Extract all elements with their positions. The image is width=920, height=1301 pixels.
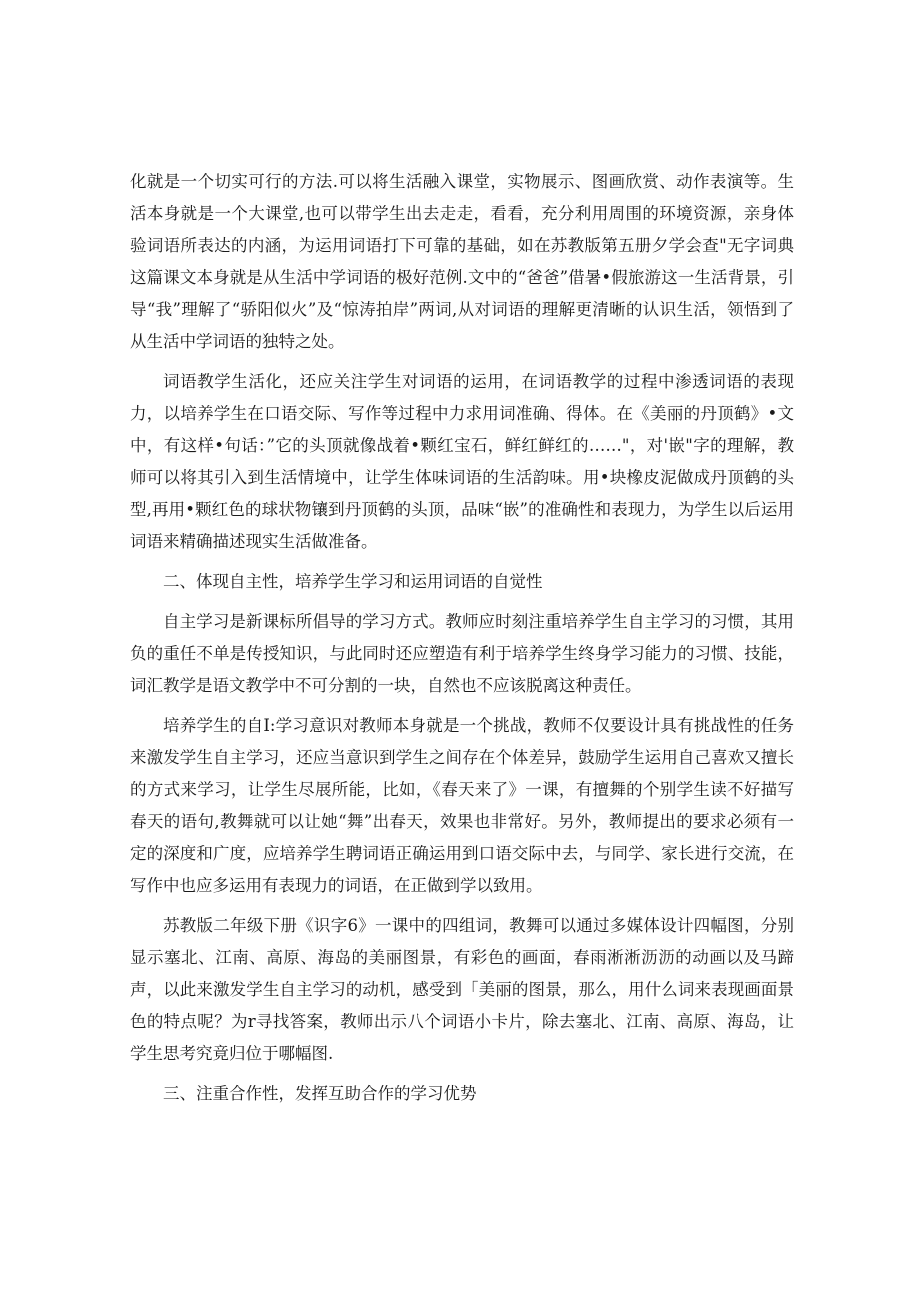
paragraph-word-usage: 词语教学生活化，还应关注学生对词语的运用，在词语教学的过程中渗透词语的表现力，以培养学生在口语交际、写作等过程中力求用词准确、得体。在《美丽的丹顶鹤》•文中，有这样•句话：”它的头顶就像战着•颗红宝石，鲜红鲜红的……"，对'嵌"字的理解，教师可以将其引入到生活情境中，让学生体味词语的生活韵味。用•块橡皮泥做成丹顶鹤的头型,再用•颗红色的球状物镶到丹顶鹤的头顶，品味“嵌”的准确性和表现力，为学生以后运用词语来精确描述现实生活做准备。 [130, 372, 794, 551]
paragraph-self-learning: 自主学习是新课标所倡导的学习方式。教师应时刻注重培养学生自主学习的习惯，其用负的重任不单是传授知识，与此同时还应塑造有利于培养学生终身学习能力的习惯、技能，词汇教学是语文教学中不可分割的一块，自然也不应该脱离这种责任。 [130, 612, 794, 695]
document-body [130, 166, 794, 1110]
section-heading-3: 三、注重合作性，发挥互助合作的学习优势 [163, 1084, 477, 1103]
paragraph-example-lesson: 苏教版二年级下册《识字6》一课中的四组词，教舞可以通过多媒体设计四幅图，分别显示塞北、江南、高原、海岛的美丽图景，有彩色的画面，春雨淅淅沥沥的动画以及马蹄声，以此来激发学生自主学习的动机，感受到「美丽的图景，那么，用什么词来表现画面景色的特点呢？为r寻找答案，教师出示八个词语小卡片，除去塞北、江南、高原、海岛，让学生思考究竟归位于哪幅图. [130, 916, 794, 1063]
paragraph-continuation: 化就是一个切实可行的方法.可以将生活融入课堂，实物展示、图画欣赏、动作表演等。生活本身就是一个大课堂,也可以带学生出去走走，看看，充分利用周围的环境资源，亲身体验词语所表达的内涵，为运用词语打下可靠的基础，如在苏教版第五册夕学会查"无字词典这篇课文本身就是从生活中学词语的极好范例.文中的“爸爸”借暑•假旅游这一生活背景，引导“我”理解了“骄阳似火”及“惊涛拍岸”两词,从对词语的理解更清晰的认识生活，领悟到了从生活中学词语的独特之处。 [130, 172, 794, 351]
section-heading-2: 二、体现自主性，培养学生学习和运用词语的自觉性 [163, 572, 543, 591]
paragraph-autonomy-awareness: 培养学生的自I:学习意识对教师本身就是一个挑战，教师不仅要设计具有挑战性的任务来激发学生自主学习，还应当意识到学生之间存在个体差异，鼓励学生运用自己喜欢又擅长的方式来学习，让学生尽展所能，比如，《春天来了》一课，有擅舞的个别学生读不好描写春天的语句,教舞就可以让她“舞”出春天，效果也非常好。另外，教师提出的要求必须有一定的深度和广度，应培养学生聘词语正确运用到口语交际中去，与同学、家长进行交流，在写作中也应多运用有表现力的词语，在正做到学以致用。 [130, 716, 794, 895]
